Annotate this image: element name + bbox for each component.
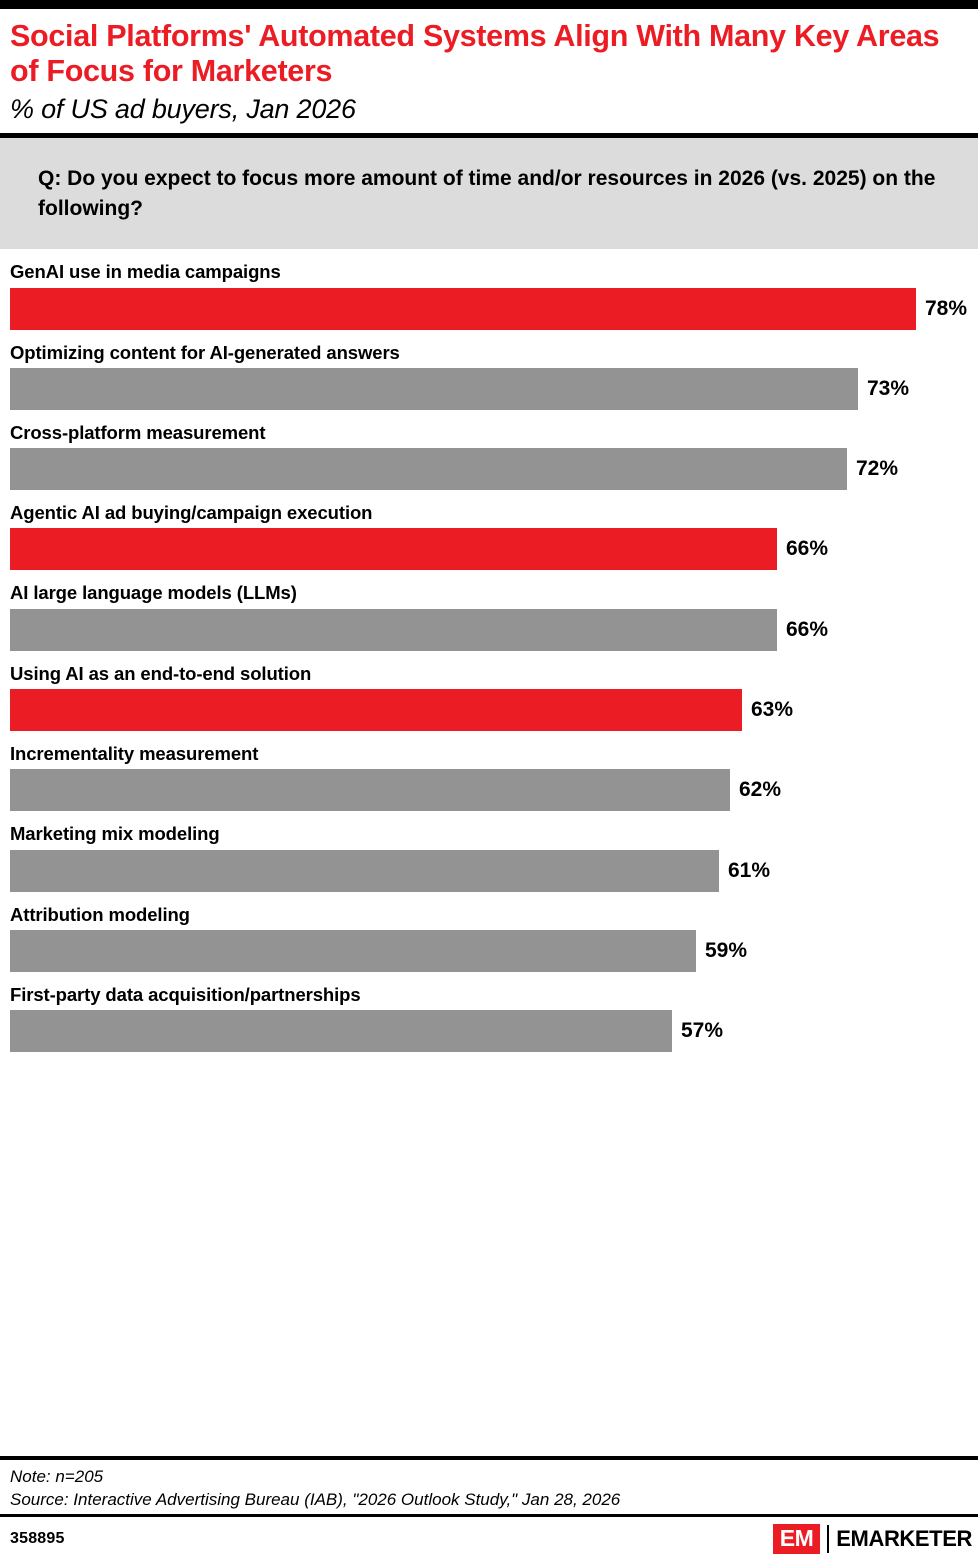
bar-group [10,582,968,650]
bar [10,689,742,731]
bar-group [10,342,968,410]
logo-mark: EM [773,1524,821,1554]
note-text: Note: n=205 [10,1467,104,1487]
bar [10,528,777,570]
source-text: Source: Interactive Advertising Bureau (IAB), "2026 Outlook Study," Jan 28, 2026 [10,1490,621,1510]
bar [10,609,777,651]
bar [10,288,916,330]
bar [10,850,719,892]
bar-value-label: 62% [739,778,782,802]
bar-group [10,502,968,570]
bar-value-label: 72% [856,457,899,481]
bar-value-label: 66% [786,537,829,561]
bar-category-label: GenAI use in media campaigns [10,261,281,283]
bar-row [10,288,968,330]
bar-category-label: First-party data acquisition/partnerships [10,983,361,1005]
bar-category-label: Using AI as an end-to-end solution [10,662,312,684]
bar-row [10,930,968,972]
bar-category-label: Optimizing content for AI-generated answers [10,341,400,363]
bar-value-label: 57% [681,1019,724,1043]
bar-value-label: 61% [728,858,771,882]
bar-group [10,422,968,490]
bar-category-label: AI large language models (LLMs) [10,582,297,604]
notes-block [0,1460,978,1514]
logo-divider [827,1525,829,1553]
chart-header [0,9,978,133]
question-box [0,138,978,250]
chart-footer [0,1514,978,1560]
bar-row [10,609,968,651]
logo-text: EMARKETER [836,1525,972,1551]
bar-row [10,448,968,490]
bar-group [10,743,968,811]
bar-row [10,769,968,811]
bar-row [10,528,968,570]
bar [10,1010,672,1052]
bar-row [10,368,968,410]
chart-id: 358895 [10,1529,65,1547]
page-subtitle: % of US ad buyers, Jan 2026 [10,93,356,124]
bar-row [10,850,968,892]
top-divider [0,0,978,9]
bar-group [10,261,968,329]
bar-category-label: Cross-platform measurement [10,421,266,443]
bar-group [10,984,968,1052]
bar-group [10,823,968,891]
emarketer-logo [773,1524,972,1554]
bar-group [10,663,968,731]
bar-group [10,904,968,972]
bar-value-label: 78% [925,296,968,320]
bar-row [10,689,968,731]
question-text: Q: Do you expect to focus more amount of time and/or resources in 2026 (vs. 2025) on the following? [38,166,936,220]
page-title: Social Platforms' Automated Systems Align With Many Key Areas of Focus for Marketers [10,19,940,89]
bar-value-label: 63% [751,697,794,721]
bar-category-label: Agentic AI ad buying/campaign execution [10,502,373,524]
bar-value-label: 73% [867,376,910,400]
bar-chart [0,249,978,1448]
bar [10,448,847,490]
bar-category-label: Attribution modeling [10,903,190,925]
bar-category-label: Incrementality measurement [10,742,259,764]
bar-category-label: Marketing mix modeling [10,823,220,845]
bar-row [10,1010,968,1052]
bar [10,769,730,811]
bar-value-label: 66% [786,617,829,641]
bar [10,930,696,972]
bar-value-label: 59% [705,938,748,962]
bar [10,368,858,410]
